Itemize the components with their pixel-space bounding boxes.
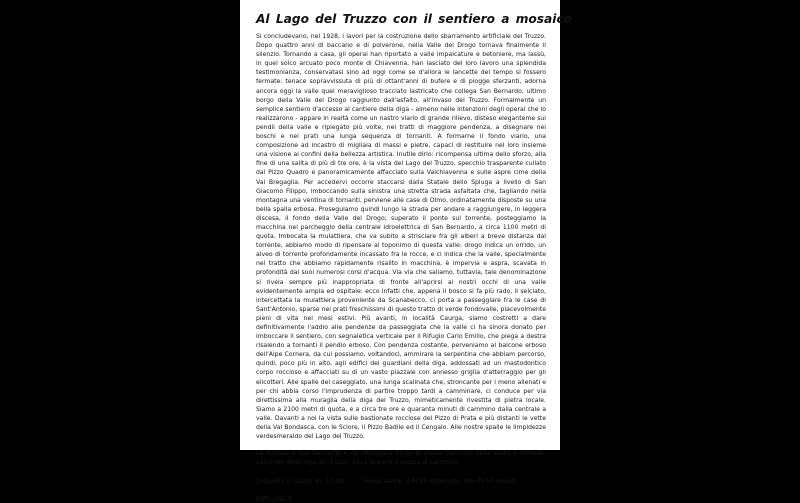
- document-body: Si concludevano, nel 1928, i lavori per la costruzione dello sbarramento artificiale del Truzzo. Dopo quattro anni di baccano e di polverone, nella Valle del Drogo tornava finalmente il silenzio. Tornando a casa, gli operai han riportato a valle impalcature e betoniere, ma lassù, in quel solco arcuato poco monte di Chiavenna, han lasciato del loro lavoro una splendida testimonianza, conservatasi sino ad oggi come se d'allora le lancette del tempo si fossero fermate: tenace sopravvissuta di più di ottant'anni di bufere e di piogge sferzanti, adorna ancora oggi la valle quel meraviglioso tracciato lastricato che collega San Bernardo, ultimo borgo della Valle del Drogo raggiunto dall'asfalto, all'invaso del Truzzo. Formalmente un semplice sentiero d'accesso al cantiere della diga - almeno nelle intenzioni degli operai che lo realizzarono - appare in realtà come un nastro viario di grande rilievo, disteso eleganteme sui pendii della valle e ripiegato più volte, nei tratti di maggiore pendenza, a disegnare nei boschi e nei prati una lunga sequenza di tornanti. A formarne il fondo viario, una composizione ad incastro di migliaia di massi e pietre, capaci di restituire nel loro insieme una visione ai confini della bellezza artistica. Inutile dirlo: ricompensa ultima dello sforzo, alla fine di una salita di più di tre ore, è la vista del Lago del Truzzo, specchio trasparente cullato dal Pizzo Quadro e panoramicamente affacciato sulla Valchiavenna e sulle aspre cime della Val Bregaglia. Per accedervi occorre staccarsi dalla Statale dello Spluga a livello di San Giacomo Filippo, imboccando sulla sinistra una stretta strada asfaltata che, tagliando nella montagna una ventina di tornanti, perviene alle case di Olmo, ordinatamente disposte su una bella spalla erbosa. Proseguiamo quindi lungo la strada per andare a raggiungere, in leggera discesa, il fondo della Valle del Drogo; superato il ponte sul torrente, posteggiamo la macchina nel parcheggio della centrale idroelettrica di San Bernardo, a circa 1100 metri di quota. Imbocata la mulattiera, che va subito a strisciare fra gli alberi a breve distanza dal torrente, abbiamo modo di ripensare al toponimo di questa valle: drogo indica un orrido, un alveo di torrente profondamente incassato fra le rocce, e ci indica che la valle, specialmente nel tratto che abbiamo rapidamente risalito in macchina, è impervia e aspra, scavata in profondità dai suoi numerosi corsi d'acqua. Via via che saliamo, tuttavia, tale denominazione si rivela sempre più inappropriata di fronte all'aprirsi ai nostri occhi di una valle evidentemente ampia ed ospitale: ecco infatti che, appena il bosco si fa più rado, il selciato, intercettata la mulattiera proveniente da Scanabecco, ci porta a passeggiare fra le case di Sant'Antonio, sparse nei prati freschissimi di questo tratto di verde fondovalle, piacevolmente pieni di vita nei mesi estivi. Più avanti, in località Caurga, siamo costretti a dare definitivamente l'addio alle pendenze da passeggiata che la valle ci ha sinora donato per imboccare il sentiero, con segnaletica verticale per il Rifugio Carlo Emilio, che piega a destra risalendo a tornanti il pendio erboso. Con pendenza costante, perveniamo al balcone erboso dell'Alpe Cornera, da cui possiamo, voltandoci, ammirare la serpentina che abbiam percorso, quindi, poco più in alto, agli edifici dei guardiani della diga, addossati ad un mastodontico corpo roccioso e affacciati su di un vasto piazzale con annesso griglia d'atterraggio per gli elicotteri. Alle spalle del caseggiato, una lunga scalinata che, stroncante per i meno allenati e per chi abbia corso l'imprudenza di partire troppo tardi a camminare, ci conduce per via direttissima alla muraglia della diga del Truzzo, mimeticamente rivestita di pietra locale. Siamo a 2100 metri di quota, e a circa tre ore e quaranta minuti di cammino dalla centrale a valle. Davanti a noi la vista sulle bastionate rocciose del Pizzo di Prata e più distanti le vette della Val Bondasca, con le Sciore, il Pizzo Badile ed il Cengalo. Alle nostre spalle le limpidezze verdesmeraldo del Lago del Truzzo.: [256, 33, 546, 441]
- hiking-times: Tempi salita : CAI 3h 30minuti - Noi 3h 50 minuti: [363, 478, 517, 486]
- elevation-gain: Dislivello in salita: m. 1.000: [256, 478, 344, 486]
- trail-stats: [256, 477, 546, 486]
- difficulty-rating: Difficoltà: E: [256, 496, 293, 503]
- document-page: [240, 0, 573, 503]
- descent-paragraph: La discesa a San Bernardo è da effettuarsi lungo lo stesso percorso della salita e richiede, partendo dalla diga del Truzzo, circa due ore e mezza di cammino.: [256, 450, 546, 467]
- document-title: Al Lago del Truzzo con il sentiero a mosaico: [256, 12, 573, 26]
